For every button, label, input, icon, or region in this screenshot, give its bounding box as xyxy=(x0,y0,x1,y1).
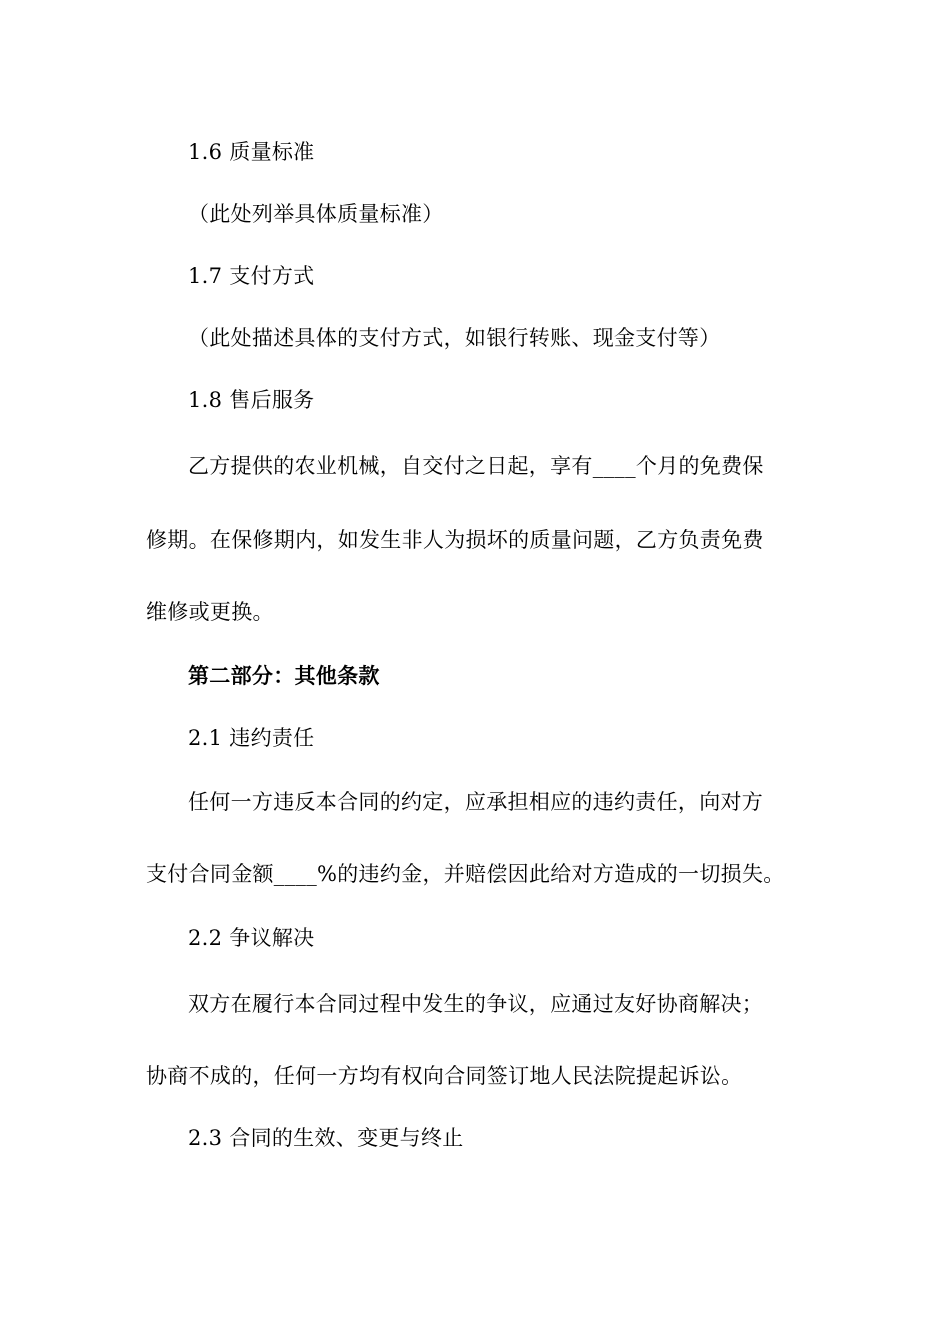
paragraph-dispute-line-2: 协商不成的，任何一方均有权向合同签订地人民法院提起诉讼。 xyxy=(146,1064,743,1088)
paragraph-after-sales-line-3: 维修或更换。 xyxy=(146,600,274,624)
section-heading-1-6: 1.6 质量标准 xyxy=(188,140,315,164)
paragraph-dispute-line-1: 双方在履行本合同过程中发生的争议，应通过友好协商解决； xyxy=(188,992,764,1016)
part-two-heading: 第二部分：其他条款 xyxy=(188,663,380,688)
section-heading-2-2: 2.2 争议解决 xyxy=(188,926,315,950)
section-heading-2-3: 2.3 合同的生效、变更与终止 xyxy=(188,1126,464,1150)
paragraph-breach-line-2: 支付合同金额____%的违约金，并赔偿因此给对方造成的一切损失。 xyxy=(146,862,785,886)
paragraph-after-sales-line-1: 乙方提供的农业机械，自交付之日起，享有____个月的免费保 xyxy=(188,454,764,478)
paragraph-quality-standard: （此处列举具体质量标准） xyxy=(188,202,444,226)
section-heading-1-8: 1.8 售后服务 xyxy=(188,388,315,412)
paragraph-breach-line-1: 任何一方违反本合同的约定，应承担相应的违约责任，向对方 xyxy=(188,790,764,814)
paragraph-payment-method: （此处描述具体的支付方式，如银行转账、现金支付等） xyxy=(188,326,721,350)
section-heading-2-1: 2.1 违约责任 xyxy=(188,726,315,750)
section-heading-1-7: 1.7 支付方式 xyxy=(188,264,315,288)
paragraph-after-sales-line-2: 修期。在保修期内，如发生非人为损坏的质量问题，乙方负责免费 xyxy=(146,528,764,552)
